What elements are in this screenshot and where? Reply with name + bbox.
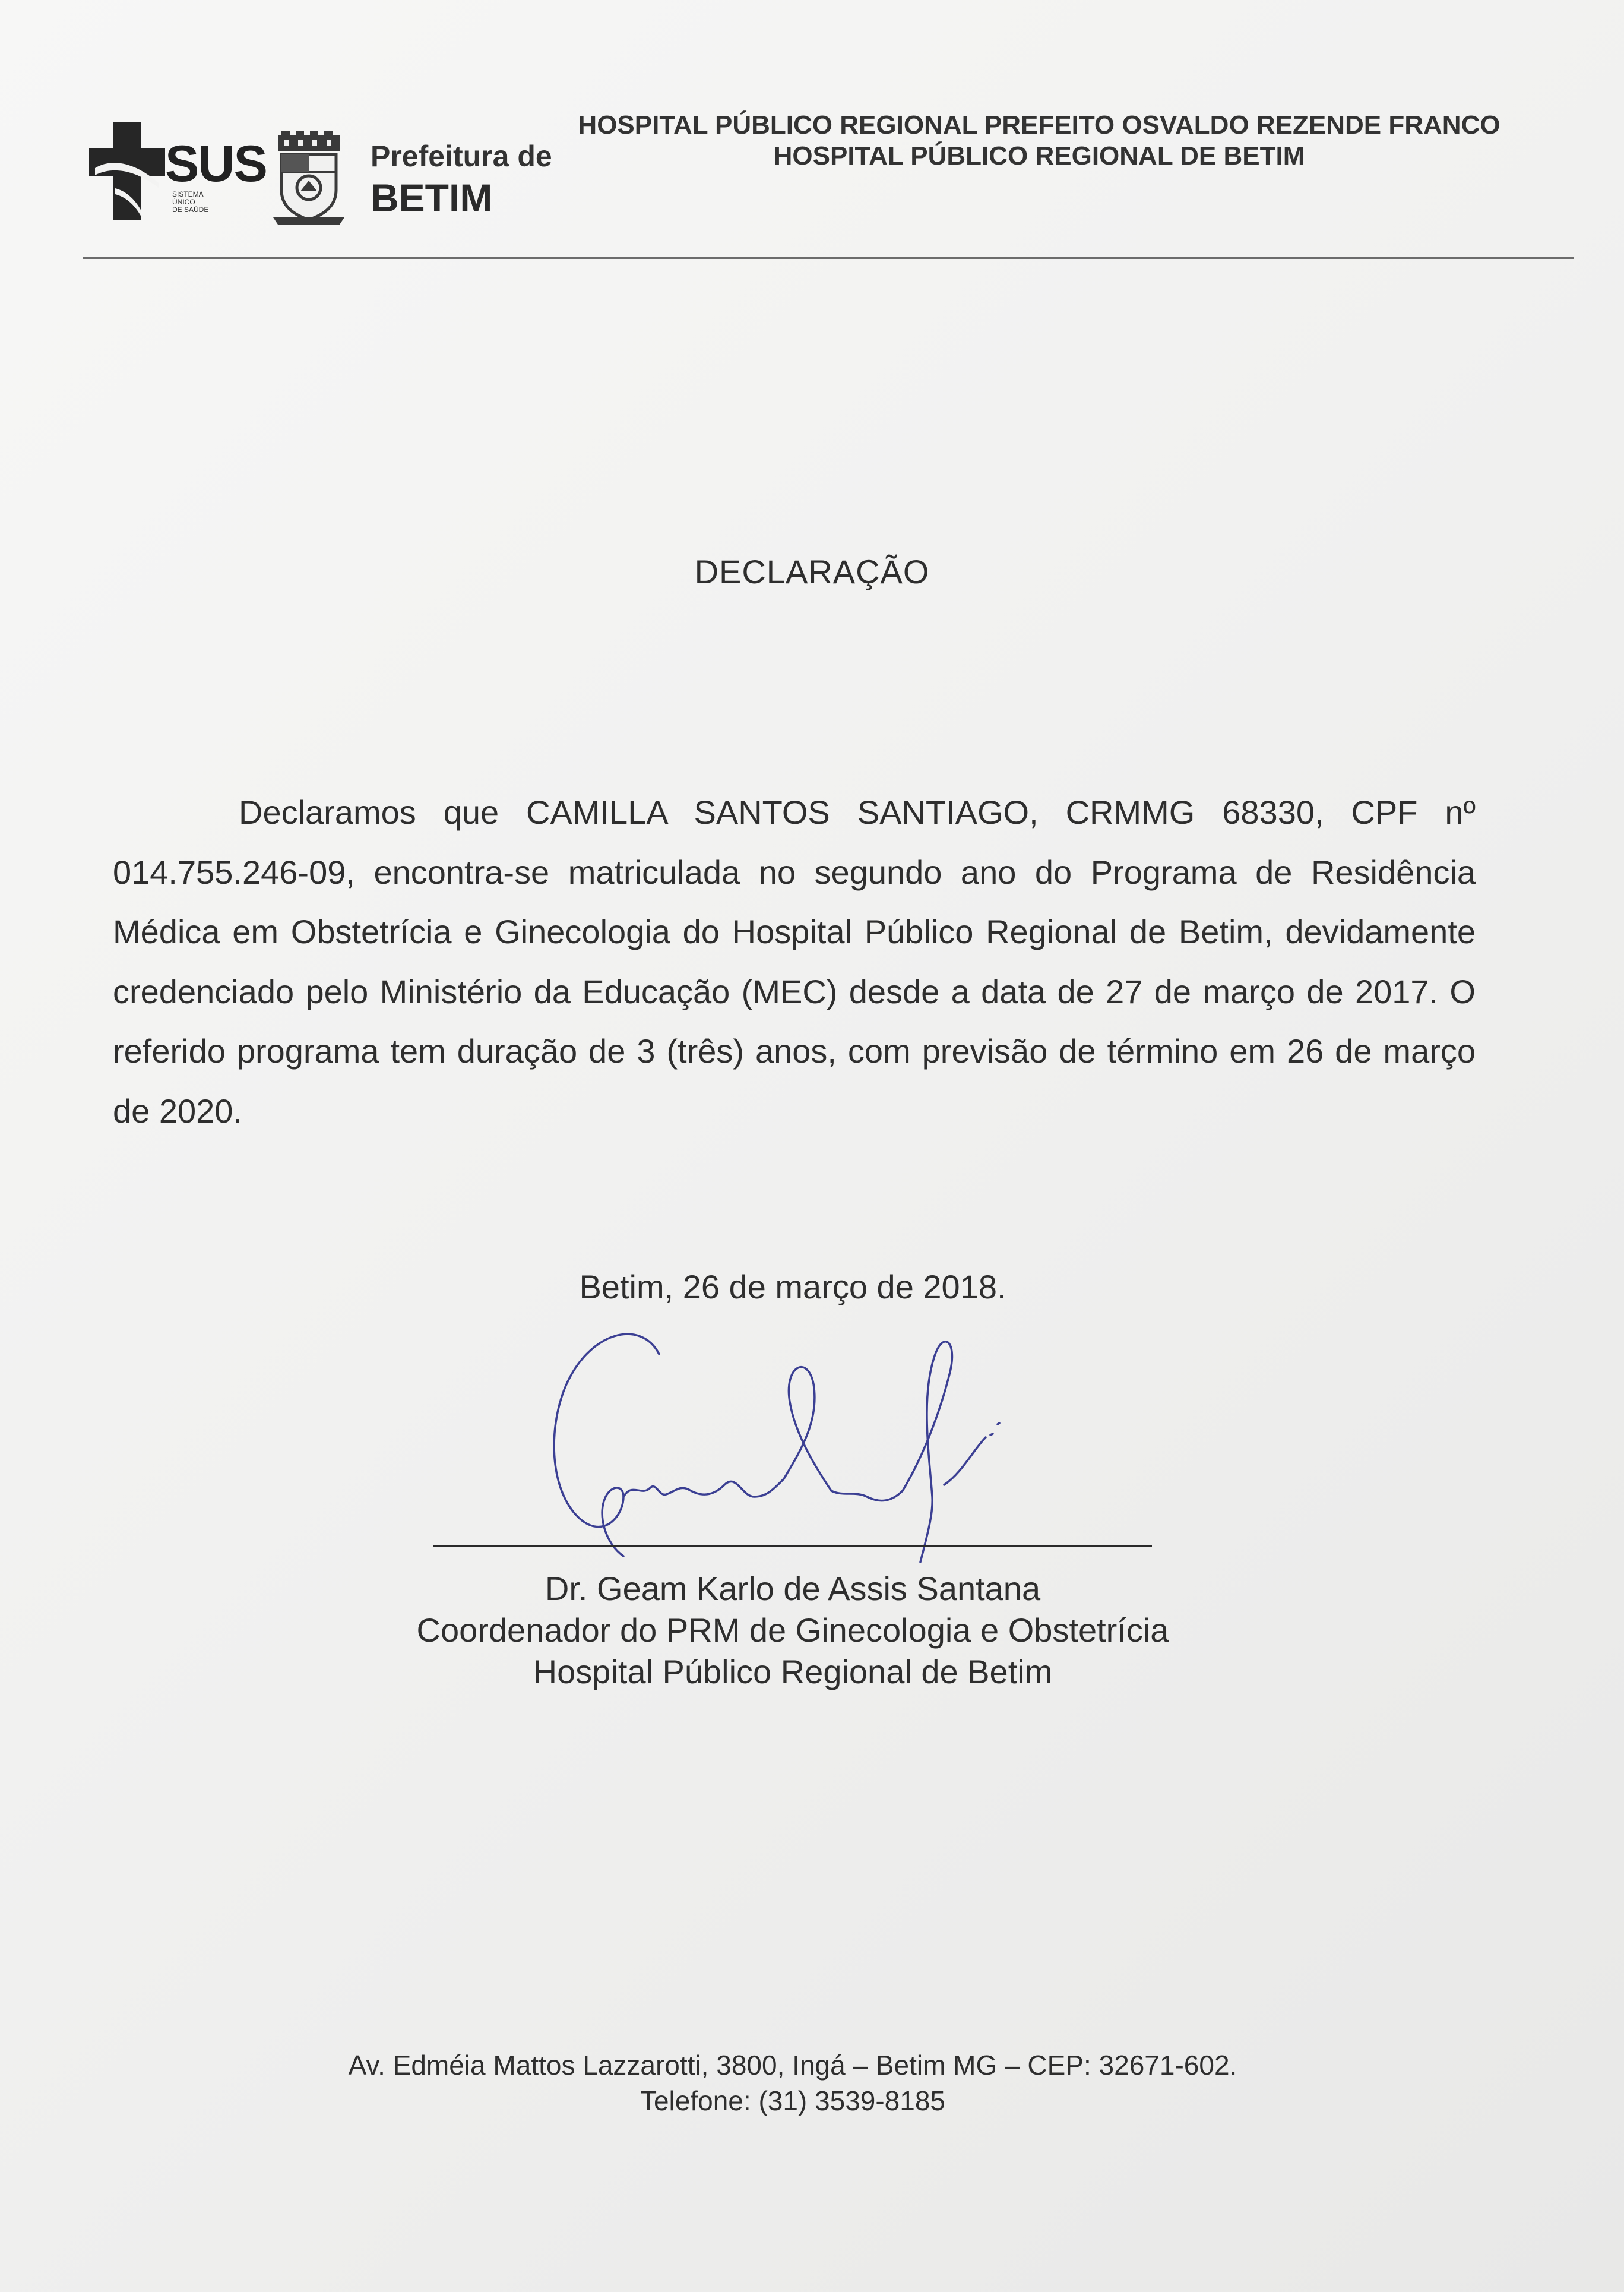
document-title: DECLARAÇÃO (694, 553, 930, 590)
signature-line (433, 1545, 1152, 1547)
footer-phone: Telefone: (31) 3539-8185 (640, 2085, 946, 2116)
sus-wordmark: SUS (165, 135, 267, 192)
signatory-name: Dr. Geam Karlo de Assis Santana (545, 1570, 1041, 1607)
place-date: Betim, 26 de março de 2018. (579, 1268, 1006, 1305)
footer (0, 2047, 1585, 2119)
declaration-body: Declaramos que CAMILLA SANTOS SANTIAGO, CRMMG 68330, CPF nº 014.755.246-09, encontra-se matriculada no segundo ano do Programa de Residência Médica em Obstetrícia e Ginecologia do Hospital Público Regional de Betim, devidamente credenciado pelo Ministério da Educação (MEC) desde a data de 27 de março de 2017. O referido programa tem duração de 3 (três) anos, com previsão de término em 26 de março de 2020. (113, 793, 1476, 1130)
header-divider (83, 257, 1574, 259)
signatory-role: Coordenador do PRM de Ginecologia e Obstetrícia (416, 1611, 1169, 1649)
sus-subtitle: SISTEMA ÚNICO DE SAÚDE (172, 190, 209, 214)
sus-logo (89, 122, 267, 229)
footer-address: Av. Edméia Mattos Lazzarotti, 3800, Ingá – Betim MG – CEP: 32671-602. (348, 2050, 1237, 2081)
hospital-name-line-1: HOSPITAL PÚBLICO REGIONAL PREFEITO OSVALDO REZENDE FRANCO (578, 110, 1500, 140)
prefeitura-label: Prefeitura de (371, 140, 552, 173)
signatory-institution: Hospital Público Regional de Betim (533, 1653, 1053, 1690)
betim-crest-icon (273, 131, 344, 226)
handwritten-signature (534, 1319, 1081, 1568)
hospital-header (534, 110, 1544, 172)
signatory-block (0, 1568, 1585, 1693)
betim-label: BETIM (371, 176, 493, 220)
hospital-name-line-2: HOSPITAL PÚBLICO REGIONAL DE BETIM (773, 141, 1305, 170)
